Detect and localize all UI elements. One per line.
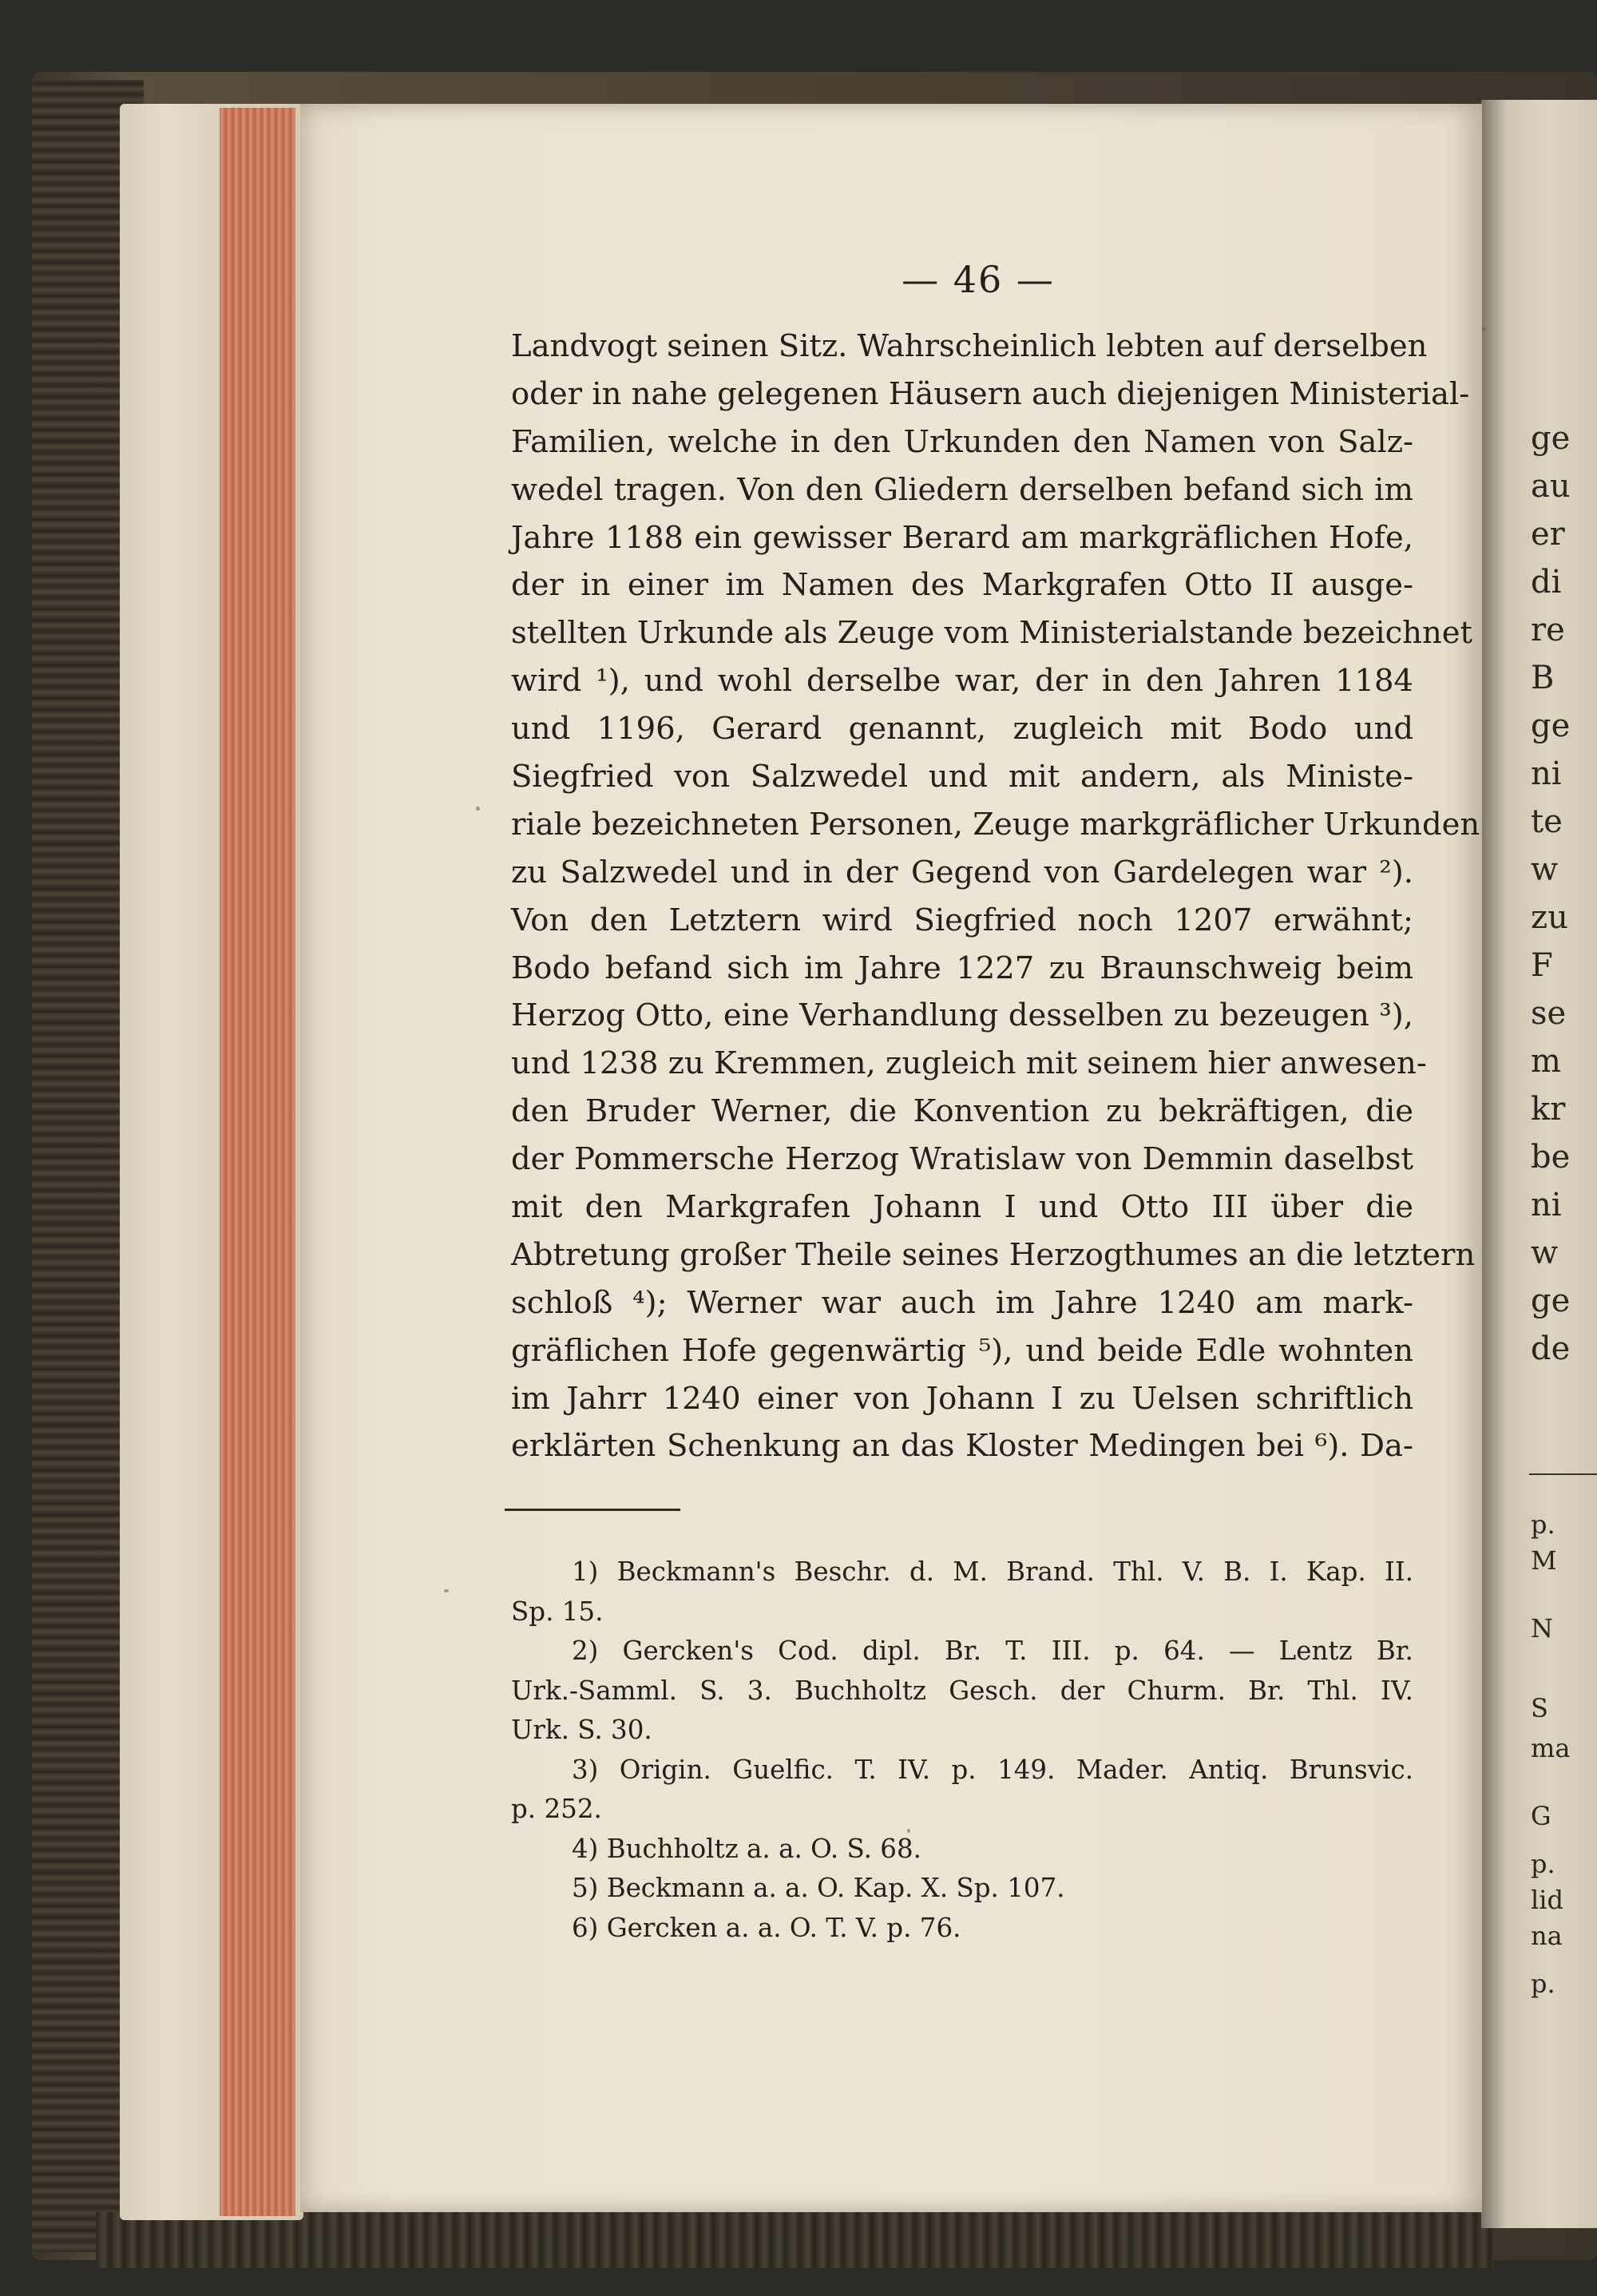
next-page-fragment: zu — [1531, 899, 1568, 936]
text-line: wird ¹), und wohl derselbe war, der in den Jahren 1184 — [511, 663, 1413, 700]
text-line: Familien, welche in den Urkunden den Namen von Salz- — [511, 423, 1413, 460]
text-line: und 1196, Gerard genannt, zugleich mit Bodo und — [511, 711, 1413, 747]
page-number: — 46 — — [902, 258, 1055, 301]
next-page-fragment: ni — [1531, 1187, 1562, 1223]
paper-speck — [1482, 327, 1485, 331]
footnote-continuation: Urk.-Samml. S. 3. Buchholtz Gesch. der Churm. Br. Thl. IV. — [511, 1675, 1413, 1706]
next-page-fragment: ni — [1531, 755, 1562, 792]
next-page-fragment: ge — [1531, 708, 1571, 744]
book-bottom-edge — [96, 2212, 1493, 2268]
paper-speck — [444, 1589, 449, 1592]
text-line: erklärten Schenkung an das Kloster Medingen bei ⁶). Da- — [511, 1428, 1413, 1465]
footnote: 4) Buchholtz a. a. O. S. 68. — [572, 1833, 921, 1864]
next-page-footnote-fragment: p. — [1531, 1849, 1555, 1879]
next-page-footnote-fragment: S — [1531, 1693, 1548, 1723]
next-page-fragment: re — [1531, 612, 1565, 648]
text-line: Siegfried von Salzwedel und mit andern, als Ministe- — [511, 759, 1413, 795]
text-line: gräflichen Hofe gegenwärtig ⁵), und beide Edle wohnten — [511, 1332, 1413, 1369]
text-line: mit den Markgrafen Johann I und Otto III über die — [511, 1189, 1413, 1226]
footnote: 5) Beckmann a. a. O. Kap. X. Sp. 107. — [572, 1873, 1065, 1904]
next-page-fragment: F — [1531, 947, 1553, 984]
footnote-rule — [505, 1509, 680, 1511]
body-text — [511, 323, 1480, 1470]
text-line: der Pommersche Herzog Wratislaw von Demmin daselbst — [511, 1141, 1413, 1178]
next-page-footnote-fragment: lid — [1531, 1885, 1563, 1915]
text-line: Jahre 1188 ein gewisser Berard am markgräflichen Hofe, — [511, 519, 1413, 556]
footnote: 3) Origin. Guelfic. T. IV. p. 149. Mader. Antiq. Brunsvic. — [572, 1754, 1413, 1785]
next-page-footnote-fragment: ma — [1531, 1733, 1571, 1763]
next-page-fragment: de — [1531, 1330, 1571, 1367]
footnote: 1) Beckmann's Beschr. d. M. Brand. Thl. V. B. I. Kap. II. — [572, 1556, 1413, 1588]
paper-speck — [476, 807, 480, 811]
next-page-footnote-fragment: p. — [1531, 1969, 1555, 1999]
footnote: 6) Gercken a. a. O. T. V. p. 76. — [572, 1912, 961, 1943]
text-line: riale bezeichneten Personen, Zeuge markgräflicher Urkunden — [511, 806, 1480, 843]
footnote-continuation: Sp. 15. — [511, 1596, 604, 1627]
next-page-fragment: se — [1531, 995, 1567, 1032]
text-line: Herzog Otto, eine Verhandlung desselben zu bezeugen ³), — [511, 997, 1413, 1034]
footnotes — [511, 1552, 1413, 1948]
text-line: stellten Urkunde als Zeuge vom Ministerialstande bezeichnet — [511, 615, 1473, 652]
text-line: Landvogt seinen Sitz. Wahrscheinlich lebten auf derselben — [511, 328, 1428, 364]
text-line: zu Salzwedel und in der Gegend von Gardelegen war ²). — [511, 854, 1413, 890]
text-line: im Jahrr 1240 einer von Johann I zu Uelsen schriftlich — [511, 1380, 1413, 1417]
text-line: und 1238 zu Kremmen, zugleich mit seinem hier anwesen- — [511, 1045, 1427, 1082]
page-content — [511, 248, 1480, 1948]
text-line: oder in nahe gelegenen Häusern auch diejenigen Ministerial- — [511, 375, 1470, 412]
next-page-fragment: te — [1531, 803, 1563, 840]
footnote-continuation: Urk. S. 30. — [511, 1715, 652, 1746]
next-page-footnote-fragment: na — [1531, 1921, 1563, 1951]
next-page-fragment: ge — [1531, 420, 1571, 457]
next-page-fragment: B — [1531, 660, 1555, 696]
red-page-edges — [220, 108, 295, 2216]
next-page-footnote-fragment: G — [1531, 1801, 1551, 1831]
text-line: der in einer im Namen des Markgrafen Otto II ausge- — [511, 567, 1413, 604]
next-page-fragment: w — [1531, 1235, 1559, 1271]
next-page-fragment: di — [1531, 564, 1562, 601]
next-page-fragment: m — [1531, 1043, 1561, 1080]
next-page-fragment: au — [1531, 468, 1571, 505]
book-page — [300, 104, 1482, 2212]
text-line: schloß ⁴); Werner war auch im Jahre 1240 am mark- — [511, 1284, 1413, 1321]
next-page — [1481, 100, 1597, 2228]
text-line: wedel tragen. Von den Gliedern derselben befand sich im — [511, 471, 1413, 508]
footnote: 2) Gercken's Cod. dipl. Br. T. III. p. 64. — Lentz Br. — [572, 1636, 1413, 1667]
text-line: Bodo befand sich im Jahre 1227 zu Braunschweig beim — [511, 950, 1413, 986]
footnote-continuation: p. 252. — [511, 1794, 602, 1825]
next-page-fragment: be — [1531, 1139, 1571, 1176]
next-page-fragment: kr — [1531, 1091, 1566, 1128]
next-page-fragment: w — [1531, 851, 1559, 888]
next-page-footnote-fragment: N — [1531, 1613, 1553, 1644]
next-page-fragment: er — [1531, 516, 1565, 553]
next-page-footnote-fragment: M — [1531, 1545, 1557, 1576]
next-page-fragment: ge — [1531, 1283, 1571, 1319]
next-page-footnote-rule — [1529, 1473, 1597, 1475]
next-page-footnote-fragment: p. — [1531, 1509, 1555, 1540]
text-line: den Bruder Werner, die Konvention zu bekräftigen, die — [511, 1093, 1413, 1130]
text-line: Von den Letztern wird Siegfried noch 1207 erwähnt; — [511, 902, 1413, 938]
text-line: Abtretung großer Theile seines Herzogthumes an die letztern — [511, 1236, 1476, 1273]
